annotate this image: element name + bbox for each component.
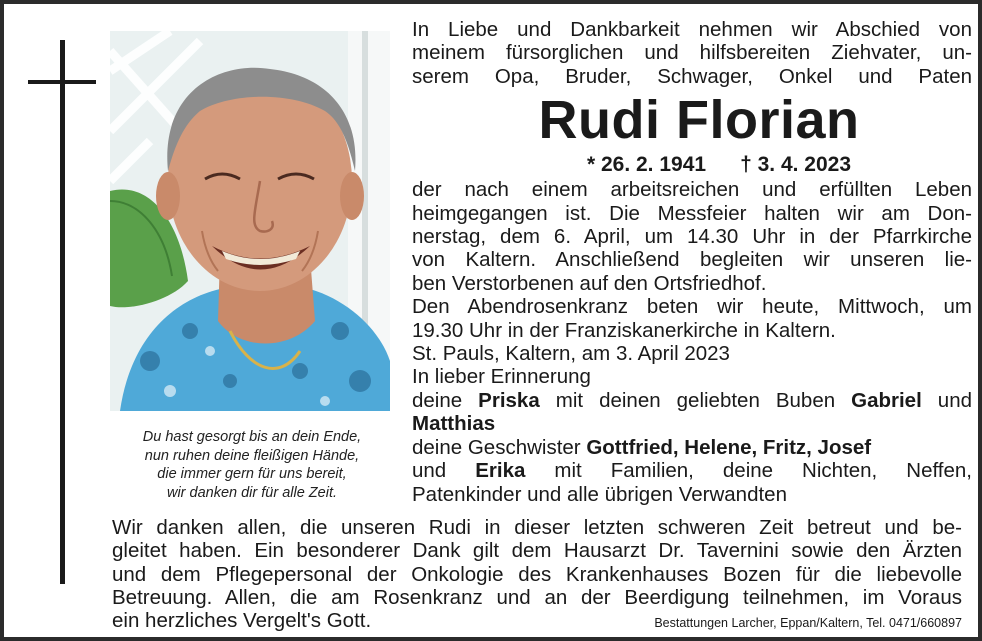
thanks-line: Betreuung. Allen, die am Rosenkranz und an der Beerdigung teilnehmen, im Voraus (112, 585, 962, 609)
body-line: ben Verstorbenen auf den Ortsfriedhof. (412, 271, 767, 295)
deceased-name: Rudi Florian (538, 90, 860, 151)
funeral-home-credit: Bestattungen Larcher, Eppan/Kaltern, Tel. 0471/660897 (654, 616, 962, 631)
family-text: mit Familien, deine Nichten, Neffen, (525, 459, 972, 483)
family-name-matthias: Matthias (412, 412, 496, 436)
body-line: Den Abendrosenkranz beten wir heute, Mittwoch, um (412, 295, 972, 319)
main-text-column (412, 18, 972, 506)
family-line: Patenkinder und alle übrigen Verwandten (412, 482, 787, 506)
family-text: mit deinen geliebten Buben (539, 388, 852, 412)
body-line: nerstag, dem 6. April, um 14.30 Uhr in der Pfarrkirche (412, 225, 972, 249)
place-date: St. Pauls, Kaltern, am 3. April 2023 (412, 342, 730, 366)
thanks-line: Wir danken allen, die unseren Rudi in dieser letzten schweren Zeit betreut und be- (112, 516, 962, 539)
poem (104, 428, 400, 502)
family-line (412, 436, 972, 459)
family-text: deine (412, 388, 479, 412)
intro-line: In Liebe und Dankbarkeit nehmen wir Abschied von (412, 18, 972, 41)
poem-line: wir danken dir für alle Zeit. (166, 484, 338, 501)
family-name-priska: Priska (478, 388, 540, 412)
family-name-erika: Erika (475, 459, 526, 483)
intro-line: serem Opa, Bruder, Schwager, Onkel und Paten (412, 64, 972, 88)
poem-line: nun ruhen deine fleißigen Hände, (144, 447, 360, 464)
family-text: und (412, 459, 476, 483)
life-dates (466, 152, 972, 178)
family-name-gabriel: Gabriel (851, 388, 922, 412)
family-line (412, 389, 972, 412)
family-text: deine Geschwister (412, 435, 587, 459)
family-names-siblings: Gottfried, Helene, Fritz, Josef (586, 435, 872, 459)
thanks-line: und dem Pflegepersonal der Onkologie des Krankenhauses Bozen für die liebevolle (112, 562, 962, 586)
portrait-photo (110, 31, 390, 411)
memory-line: In lieber Erinnerung (412, 365, 591, 389)
cross-icon (60, 40, 65, 584)
family-text: und (921, 388, 972, 412)
body-line: 19.30 Uhr in der Franziskanerkirche in Kaltern. (412, 318, 836, 342)
birth-date: * 26. 2. 1941 (586, 153, 707, 177)
thanks-line: gleitet haben. Ein besonderer Dank gilt dem Hausarzt Dr. Tavernini sowie den Ärzten (112, 539, 962, 563)
death-date: † 3. 4. 2023 (740, 153, 852, 177)
poem-line: Du hast gesorgt bis an dein Ende, (142, 429, 362, 445)
family-line (412, 412, 972, 435)
body-line: von Kaltern. Anschließend begleiten wir unseren lie- (412, 248, 972, 272)
thanks-line: ein herzliches Vergelt's Gott. (112, 609, 372, 633)
thanks-last-line (112, 609, 962, 635)
body-line: heimgegangen ist. Die Messfeier halten wir am Don- (412, 201, 972, 225)
thanks-section (112, 516, 962, 635)
cross-icon-bar (28, 80, 96, 84)
poem-line: die immer gern für uns bereit, (157, 466, 347, 482)
body-line: der nach einem arbeitsreichen und erfüllten Leben (412, 178, 972, 202)
family-line (412, 459, 972, 482)
intro-line: meinem fürsorglichen und hilfsbereiten Ziehvater, un- (412, 41, 972, 65)
